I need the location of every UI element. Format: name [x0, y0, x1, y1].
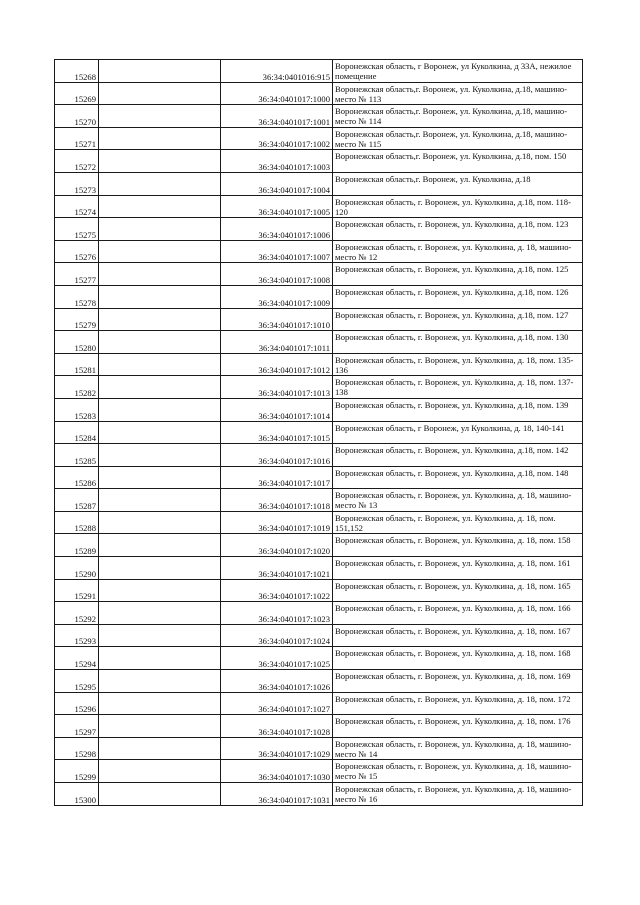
row-number-cell: 15284	[55, 421, 99, 444]
address-cell: Воронежская область, г. Воронеж, ул. Куколкина, д.18, пом. 142	[333, 444, 583, 467]
table-row	[55, 218, 583, 241]
cadastral-number-cell: 36:34:0401017:1021	[221, 557, 333, 580]
table-row	[55, 398, 583, 421]
address-cell: Воронежская область, г. Воронеж, ул. Куколкина, д. 18, машино-место № 12	[333, 240, 583, 263]
address-cell: Воронежская область, г. Воронеж, ул. Куколкина, д. 18, машино-место № 13	[333, 489, 583, 512]
row-number-cell: 15283	[55, 398, 99, 421]
cadastral-number-cell: 36:34:0401017:1007	[221, 240, 333, 263]
table-row	[55, 172, 583, 195]
empty-cell	[99, 466, 221, 489]
row-number-cell: 15274	[55, 195, 99, 218]
row-number-cell: 15280	[55, 331, 99, 354]
table-row	[55, 715, 583, 738]
empty-cell	[99, 331, 221, 354]
address-cell: Воронежская область, г. Воронеж, ул. Куколкина, д.18, пом. 125	[333, 263, 583, 286]
row-number-cell: 15285	[55, 444, 99, 467]
table-row	[55, 82, 583, 105]
cadastral-number-cell: 36:34:0401017:1006	[221, 218, 333, 241]
cadastral-number-cell: 36:34:0401017:1001	[221, 105, 333, 128]
empty-cell	[99, 783, 221, 806]
address-cell: Воронежская область, г Воронеж, ул Куколкина, д 33А, нежилое помещение	[333, 60, 583, 83]
row-number-cell: 15277	[55, 263, 99, 286]
empty-cell	[99, 105, 221, 128]
empty-cell	[99, 692, 221, 715]
address-cell: Воронежская область, г. Воронеж, ул. Куколкина, д. 18, пом. 169	[333, 670, 583, 693]
cadastral-number-cell: 36:34:0401017:1008	[221, 263, 333, 286]
table-row	[55, 737, 583, 760]
table-row	[55, 624, 583, 647]
cadastral-number-cell: 36:34:0401017:1025	[221, 647, 333, 670]
empty-cell	[99, 82, 221, 105]
empty-cell	[99, 150, 221, 173]
row-number-cell: 15281	[55, 353, 99, 376]
address-cell: Воронежская область, г. Воронеж, ул. Куколкина, д.18, пом. 123	[333, 218, 583, 241]
empty-cell	[99, 760, 221, 783]
table-row	[55, 376, 583, 399]
address-cell: Воронежская область,г. Воронеж, ул. Куколкина, д.18, машино-место № 114	[333, 105, 583, 128]
table-row	[55, 511, 583, 534]
address-cell: Воронежская область, г. Воронеж, ул. Куколкина, д. 18, пом. 165	[333, 579, 583, 602]
address-cell: Воронежская область, г. Воронеж, ул. Куколкина, д. 18, пом. 135-136	[333, 353, 583, 376]
empty-cell	[99, 172, 221, 195]
empty-cell	[99, 511, 221, 534]
row-number-cell: 15270	[55, 105, 99, 128]
empty-cell	[99, 534, 221, 557]
empty-cell	[99, 489, 221, 512]
table-row	[55, 602, 583, 625]
row-number-cell: 15279	[55, 308, 99, 331]
row-number-cell: 15297	[55, 715, 99, 738]
empty-cell	[99, 60, 221, 83]
cadastral-number-cell: 36:34:0401017:1031	[221, 783, 333, 806]
cadastral-number-cell: 36:34:0401017:1017	[221, 466, 333, 489]
cadastral-number-cell: 36:34:0401017:1026	[221, 670, 333, 693]
row-number-cell: 15271	[55, 127, 99, 150]
cadastral-number-cell: 36:34:0401017:1013	[221, 376, 333, 399]
cadastral-number-cell: 36:34:0401017:1005	[221, 195, 333, 218]
cadastral-number-cell: 36:34:0401017:1009	[221, 285, 333, 308]
table-row	[55, 534, 583, 557]
row-number-cell: 15294	[55, 647, 99, 670]
table-row	[55, 353, 583, 376]
cadastral-number-cell: 36:34:0401017:1012	[221, 353, 333, 376]
address-cell: Воронежская область,г. Воронеж, ул. Куколкина, д.18, машино-место № 113	[333, 82, 583, 105]
table-row	[55, 60, 583, 83]
table-row	[55, 783, 583, 806]
cadastral-number-cell: 36:34:0401017:1024	[221, 624, 333, 647]
address-cell: Воронежская область, г. Воронеж, ул. Куколкина, д.18, пом. 139	[333, 398, 583, 421]
address-cell: Воронежская область, г. Воронеж, ул. Куколкина, д. 18, пом. 167	[333, 624, 583, 647]
cadastral-number-cell: 36:34:0401017:1000	[221, 82, 333, 105]
empty-cell	[99, 737, 221, 760]
cadastral-number-cell: 36:34:0401017:1003	[221, 150, 333, 173]
row-number-cell: 15300	[55, 783, 99, 806]
row-number-cell: 15276	[55, 240, 99, 263]
empty-cell	[99, 624, 221, 647]
empty-cell	[99, 579, 221, 602]
table-row	[55, 105, 583, 128]
empty-cell	[99, 240, 221, 263]
table-row	[55, 240, 583, 263]
empty-cell	[99, 218, 221, 241]
cadastral-number-cell: 36:34:0401017:1004	[221, 172, 333, 195]
row-number-cell: 15278	[55, 285, 99, 308]
table-row	[55, 557, 583, 580]
address-cell: Воронежская область, г. Воронеж, ул. Куколкина, д. 18, пом. 161	[333, 557, 583, 580]
cadastral-number-cell: 36:34:0401017:1016	[221, 444, 333, 467]
row-number-cell: 15273	[55, 172, 99, 195]
cadastral-number-cell: 36:34:0401017:1023	[221, 602, 333, 625]
address-cell: Воронежская область, г. Воронеж, ул. Куколкина, д. 18, пом. 151,152	[333, 511, 583, 534]
table-row	[55, 421, 583, 444]
address-cell: Воронежская область,г. Воронеж, ул. Куколкина, д.18, пом. 150	[333, 150, 583, 173]
address-cell: Воронежская область, г. Воронеж, ул. Куколкина, д. 18, машино-место № 15	[333, 760, 583, 783]
empty-cell	[99, 557, 221, 580]
cadastral-number-cell: 36:34:0401017:1015	[221, 421, 333, 444]
cadastral-number-cell: 36:34:0401017:1022	[221, 579, 333, 602]
address-cell: Воронежская область, г. Воронеж, ул. Куколкина, д.18, пом. 148	[333, 466, 583, 489]
table-row	[55, 670, 583, 693]
row-number-cell: 15290	[55, 557, 99, 580]
cadastral-number-cell: 36:34:0401017:1010	[221, 308, 333, 331]
row-number-cell: 15268	[55, 60, 99, 83]
empty-cell	[99, 602, 221, 625]
empty-cell	[99, 670, 221, 693]
table-row	[55, 760, 583, 783]
table-row	[55, 466, 583, 489]
empty-cell	[99, 127, 221, 150]
table-row	[55, 692, 583, 715]
property-registry-table	[54, 59, 583, 806]
table-row	[55, 579, 583, 602]
table-row	[55, 489, 583, 512]
row-number-cell: 15286	[55, 466, 99, 489]
address-cell: Воронежская область, г. Воронеж, ул. Куколкина, д.18, пом. 118-120	[333, 195, 583, 218]
cadastral-number-cell: 36:34:0401017:1020	[221, 534, 333, 557]
empty-cell	[99, 421, 221, 444]
row-number-cell: 15291	[55, 579, 99, 602]
address-cell: Воронежская область, г Воронеж, ул Куколкина, д. 18, 140-141	[333, 421, 583, 444]
address-cell: Воронежская область, г. Воронеж, ул. Куколкина, д. 18, пом. 158	[333, 534, 583, 557]
cadastral-number-cell: 36:34:0401017:1027	[221, 692, 333, 715]
address-cell: Воронежская область, г. Воронеж, ул. Куколкина, д.18, пом. 126	[333, 285, 583, 308]
table-row	[55, 285, 583, 308]
address-cell: Воронежская область,г. Воронеж, ул. Куколкина, д.18	[333, 172, 583, 195]
registry-table-body	[55, 60, 583, 806]
row-number-cell: 15288	[55, 511, 99, 534]
row-number-cell: 15292	[55, 602, 99, 625]
row-number-cell: 15293	[55, 624, 99, 647]
cadastral-number-cell: 36:34:0401017:1018	[221, 489, 333, 512]
row-number-cell: 15272	[55, 150, 99, 173]
address-cell: Воронежская область, г. Воронеж, ул. Куколкина, д. 18, пом. 168	[333, 647, 583, 670]
empty-cell	[99, 353, 221, 376]
address-cell: Воронежская область, г. Воронеж, ул. Куколкина, д. 18, пом. 137-138	[333, 376, 583, 399]
address-cell: Воронежская область, г. Воронеж, ул. Куколкина, д. 18, пом. 166	[333, 602, 583, 625]
cadastral-number-cell: 36:34:0401017:1029	[221, 737, 333, 760]
empty-cell	[99, 308, 221, 331]
empty-cell	[99, 398, 221, 421]
cadastral-number-cell: 36:34:0401017:1002	[221, 127, 333, 150]
row-number-cell: 15287	[55, 489, 99, 512]
table-row	[55, 263, 583, 286]
table-row	[55, 308, 583, 331]
table-row	[55, 195, 583, 218]
row-number-cell: 15282	[55, 376, 99, 399]
row-number-cell: 15269	[55, 82, 99, 105]
address-cell: Воронежская область, г. Воронеж, ул. Куколкина, д. 18, машино-место № 14	[333, 737, 583, 760]
row-number-cell: 15298	[55, 737, 99, 760]
empty-cell	[99, 715, 221, 738]
row-number-cell: 15275	[55, 218, 99, 241]
table-row	[55, 444, 583, 467]
row-number-cell: 15299	[55, 760, 99, 783]
empty-cell	[99, 263, 221, 286]
table-row	[55, 127, 583, 150]
row-number-cell: 15295	[55, 670, 99, 693]
cadastral-number-cell: 36:34:0401016:915	[221, 60, 333, 83]
cadastral-number-cell: 36:34:0401017:1028	[221, 715, 333, 738]
empty-cell	[99, 647, 221, 670]
empty-cell	[99, 444, 221, 467]
cadastral-number-cell: 36:34:0401017:1019	[221, 511, 333, 534]
table-row	[55, 331, 583, 354]
cadastral-number-cell: 36:34:0401017:1011	[221, 331, 333, 354]
address-cell: Воронежская область, г. Воронеж, ул. Куколкина, д. 18, пом. 176	[333, 715, 583, 738]
empty-cell	[99, 376, 221, 399]
address-cell: Воронежская область, г. Воронеж, ул. Куколкина, д.18, пом. 127	[333, 308, 583, 331]
address-cell: Воронежская область, г. Воронеж, ул. Куколкина, д. 18, пом. 172	[333, 692, 583, 715]
table-row	[55, 150, 583, 173]
row-number-cell: 15296	[55, 692, 99, 715]
address-cell: Воронежская область, г. Воронеж, ул. Куколкина, д. 18, машино-место № 16	[333, 783, 583, 806]
cadastral-number-cell: 36:34:0401017:1030	[221, 760, 333, 783]
empty-cell	[99, 285, 221, 308]
empty-cell	[99, 195, 221, 218]
cadastral-number-cell: 36:34:0401017:1014	[221, 398, 333, 421]
table-row	[55, 647, 583, 670]
address-cell: Воронежская область, г. Воронеж, ул. Куколкина, д.18, пом. 130	[333, 331, 583, 354]
address-cell: Воронежская область,г. Воронеж, ул. Куколкина, д.18, машино-место № 115	[333, 127, 583, 150]
row-number-cell: 15289	[55, 534, 99, 557]
